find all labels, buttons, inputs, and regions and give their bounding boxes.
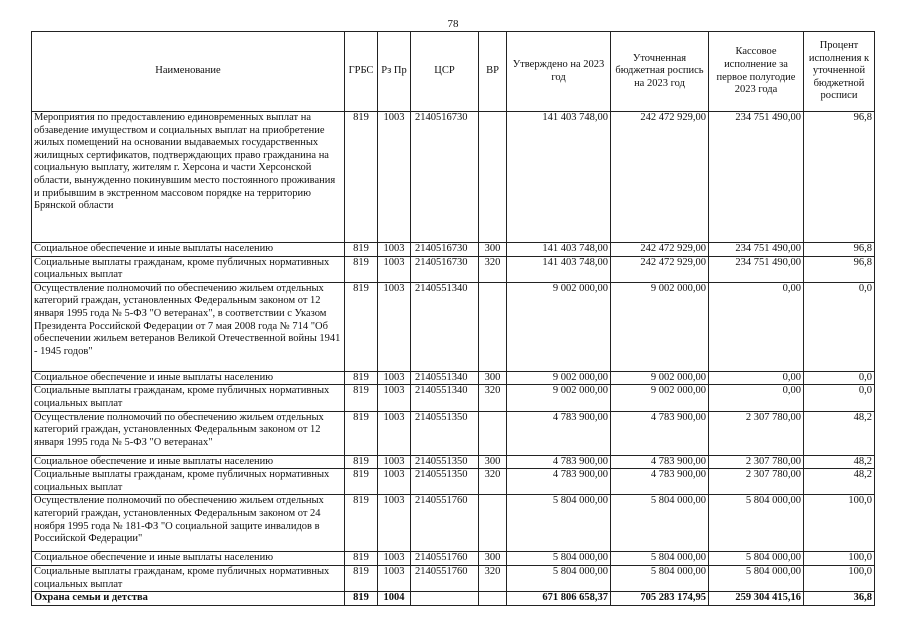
cell-name: Социальные выплаты гражданам, кроме публичных нормативных социальных выплат xyxy=(32,469,345,495)
cell-refined: 242 472 929,00 xyxy=(611,256,709,282)
cell-percent: 48,2 xyxy=(804,455,875,469)
cell-name: Осуществление полномочий по обеспечению жильем отдельных категорий граждан, установленных Федеральным законом от 24 ноября 1995 года № 181-ФЗ "О социальной защите инвалидов в Российской Федерации" xyxy=(32,495,345,552)
table-row xyxy=(32,385,875,411)
cell-grbs: 819 xyxy=(345,371,378,385)
cell-grbs: 819 xyxy=(345,385,378,411)
cell-grbs: 819 xyxy=(345,495,378,552)
cell-percent: 36,8 xyxy=(804,592,875,606)
cell-executed: 5 804 000,00 xyxy=(709,552,804,566)
cell-csr: 2140551760 xyxy=(411,495,479,552)
cell-csr: 2140551350 xyxy=(411,469,479,495)
cell-name: Социальное обеспечение и иные выплаты населению xyxy=(32,371,345,385)
cell-approved: 141 403 748,00 xyxy=(507,256,611,282)
cell-rzpr: 1003 xyxy=(378,455,411,469)
budget-table xyxy=(31,31,875,606)
cell-refined: 5 804 000,00 xyxy=(611,565,709,591)
cell-name: Мероприятия по предоставлению единовременных выплат на обзаведение имуществом и социальных выплат на приобретение жилых помещений на основании выдаваемых государственных жилищных сертификатов, подтверждающих право гражданина на социальную выплату, жителям г. Херсона и части Херсонской области, вынужденно покинувшим место постоянного проживания и прибывшим в экстренном массовом порядке на территорию Брянской области xyxy=(32,112,345,243)
header-grbs: ГРБС xyxy=(345,32,378,112)
cell-approved: 5 804 000,00 xyxy=(507,565,611,591)
cell-vr xyxy=(479,495,507,552)
cell-rzpr: 1003 xyxy=(378,565,411,591)
table-row xyxy=(32,455,875,469)
cell-percent: 100,0 xyxy=(804,552,875,566)
page-number: 78 xyxy=(447,18,459,30)
cell-refined: 705 283 174,95 xyxy=(611,592,709,606)
cell-grbs: 819 xyxy=(345,243,378,257)
table-row xyxy=(32,565,875,591)
cell-approved: 9 002 000,00 xyxy=(507,282,611,371)
cell-grbs: 819 xyxy=(345,552,378,566)
cell-name: Социальные выплаты гражданам, кроме публичных нормативных социальных выплат xyxy=(32,256,345,282)
cell-name: Социальное обеспечение и иные выплаты населению xyxy=(32,243,345,257)
cell-vr: 300 xyxy=(479,371,507,385)
table-row xyxy=(32,552,875,566)
cell-vr: 300 xyxy=(479,455,507,469)
cell-executed: 2 307 780,00 xyxy=(709,469,804,495)
cell-percent: 100,0 xyxy=(804,565,875,591)
table-row xyxy=(32,282,875,371)
cell-approved: 9 002 000,00 xyxy=(507,385,611,411)
cell-csr: 2140551760 xyxy=(411,565,479,591)
cell-rzpr: 1003 xyxy=(378,385,411,411)
cell-approved: 5 804 000,00 xyxy=(507,495,611,552)
cell-name: Охрана семьи и детства xyxy=(32,592,345,606)
table-row xyxy=(32,243,875,257)
cell-grbs: 819 xyxy=(345,256,378,282)
cell-refined: 4 783 900,00 xyxy=(611,455,709,469)
cell-refined: 4 783 900,00 xyxy=(611,469,709,495)
cell-percent: 0,0 xyxy=(804,282,875,371)
table-row xyxy=(32,411,875,455)
cell-percent: 96,8 xyxy=(804,256,875,282)
cell-percent: 0,0 xyxy=(804,385,875,411)
cell-grbs: 819 xyxy=(345,112,378,243)
cell-approved: 671 806 658,37 xyxy=(507,592,611,606)
cell-rzpr: 1003 xyxy=(378,552,411,566)
cell-csr: 2140551340 xyxy=(411,385,479,411)
cell-percent: 96,8 xyxy=(804,243,875,257)
cell-vr xyxy=(479,411,507,455)
header-executed: Кассовое исполнение за первое полугодие 2023 года xyxy=(709,32,804,112)
cell-approved: 4 783 900,00 xyxy=(507,469,611,495)
cell-vr: 320 xyxy=(479,385,507,411)
cell-csr: 2140551340 xyxy=(411,282,479,371)
cell-executed: 234 751 490,00 xyxy=(709,112,804,243)
cell-vr: 300 xyxy=(479,552,507,566)
table-row xyxy=(32,592,875,606)
cell-vr: 300 xyxy=(479,243,507,257)
cell-approved: 141 403 748,00 xyxy=(507,243,611,257)
cell-csr: 2140516730 xyxy=(411,256,479,282)
cell-percent: 96,8 xyxy=(804,112,875,243)
cell-vr: 320 xyxy=(479,256,507,282)
cell-grbs: 819 xyxy=(345,469,378,495)
cell-csr: 2140551760 xyxy=(411,552,479,566)
cell-executed: 0,00 xyxy=(709,371,804,385)
header-rzpr: Рз Пр xyxy=(378,32,411,112)
table-row xyxy=(32,256,875,282)
cell-refined: 5 804 000,00 xyxy=(611,552,709,566)
cell-name: Социальное обеспечение и иные выплаты населению xyxy=(32,552,345,566)
cell-csr: 2140551350 xyxy=(411,411,479,455)
cell-vr xyxy=(479,592,507,606)
cell-csr: 2140516730 xyxy=(411,112,479,243)
cell-percent: 100,0 xyxy=(804,495,875,552)
cell-executed: 2 307 780,00 xyxy=(709,411,804,455)
cell-refined: 9 002 000,00 xyxy=(611,385,709,411)
cell-rzpr: 1003 xyxy=(378,256,411,282)
header-csr: ЦСР xyxy=(411,32,479,112)
cell-rzpr: 1003 xyxy=(378,112,411,243)
cell-name: Социальные выплаты гражданам, кроме публичных нормативных социальных выплат xyxy=(32,385,345,411)
cell-refined: 242 472 929,00 xyxy=(611,112,709,243)
header-vr: ВР xyxy=(479,32,507,112)
table-row xyxy=(32,495,875,552)
cell-name: Социальные выплаты гражданам, кроме публичных нормативных социальных выплат xyxy=(32,565,345,591)
header-approved: Утверждено на 2023 год xyxy=(507,32,611,112)
cell-rzpr: 1003 xyxy=(378,469,411,495)
header-name: Наименование xyxy=(32,32,345,112)
cell-approved: 141 403 748,00 xyxy=(507,112,611,243)
cell-refined: 5 804 000,00 xyxy=(611,495,709,552)
cell-executed: 234 751 490,00 xyxy=(709,243,804,257)
cell-percent: 48,2 xyxy=(804,411,875,455)
cell-name: Социальное обеспечение и иные выплаты населению xyxy=(32,455,345,469)
cell-rzpr: 1003 xyxy=(378,282,411,371)
table-row xyxy=(32,112,875,243)
cell-percent: 48,2 xyxy=(804,469,875,495)
header-refined: Уточненная бюджетная роспись на 2023 год xyxy=(611,32,709,112)
cell-executed: 0,00 xyxy=(709,282,804,371)
cell-executed: 5 804 000,00 xyxy=(709,565,804,591)
cell-grbs: 819 xyxy=(345,592,378,606)
cell-executed: 259 304 415,16 xyxy=(709,592,804,606)
cell-refined: 242 472 929,00 xyxy=(611,243,709,257)
cell-executed: 2 307 780,00 xyxy=(709,455,804,469)
cell-grbs: 819 xyxy=(345,455,378,469)
cell-name: Осуществление полномочий по обеспечению жильем отдельных категорий граждан, установленных Федеральным законом от 12 января 1995 года № 5-ФЗ "О ветеранах" xyxy=(32,411,345,455)
cell-csr: 2140551340 xyxy=(411,371,479,385)
cell-grbs: 819 xyxy=(345,565,378,591)
cell-percent: 0,0 xyxy=(804,371,875,385)
table-header-row xyxy=(32,32,875,112)
cell-rzpr: 1004 xyxy=(378,592,411,606)
cell-approved: 9 002 000,00 xyxy=(507,371,611,385)
cell-vr: 320 xyxy=(479,469,507,495)
cell-refined: 9 002 000,00 xyxy=(611,371,709,385)
cell-vr xyxy=(479,282,507,371)
cell-refined: 4 783 900,00 xyxy=(611,411,709,455)
cell-vr: 320 xyxy=(479,565,507,591)
table-row xyxy=(32,469,875,495)
header-percent: Процент исполнения к уточненной бюджетной росписи xyxy=(804,32,875,112)
cell-vr xyxy=(479,112,507,243)
cell-approved: 4 783 900,00 xyxy=(507,411,611,455)
cell-csr: 2140551350 xyxy=(411,455,479,469)
cell-approved: 4 783 900,00 xyxy=(507,455,611,469)
table-row xyxy=(32,371,875,385)
cell-name: Осуществление полномочий по обеспечению жильем отдельных категорий граждан, установленных Федеральным законом от 12 января 1995 года № 5-ФЗ "О ветеранах", в соответствии с Указом Президента Российской Федерации от 7 мая 2008 года № 714 "Об обеспечении жильем ветеранов Великой Отечественной войны 1941 - 1945 годов" xyxy=(32,282,345,371)
cell-rzpr: 1003 xyxy=(378,371,411,385)
table-body xyxy=(32,112,875,606)
cell-rzpr: 1003 xyxy=(378,411,411,455)
cell-rzpr: 1003 xyxy=(378,243,411,257)
cell-executed: 234 751 490,00 xyxy=(709,256,804,282)
cell-approved: 5 804 000,00 xyxy=(507,552,611,566)
cell-rzpr: 1003 xyxy=(378,495,411,552)
cell-csr: 2140516730 xyxy=(411,243,479,257)
cell-grbs: 819 xyxy=(345,282,378,371)
cell-executed: 0,00 xyxy=(709,385,804,411)
cell-executed: 5 804 000,00 xyxy=(709,495,804,552)
cell-grbs: 819 xyxy=(345,411,378,455)
cell-refined: 9 002 000,00 xyxy=(611,282,709,371)
cell-csr xyxy=(411,592,479,606)
